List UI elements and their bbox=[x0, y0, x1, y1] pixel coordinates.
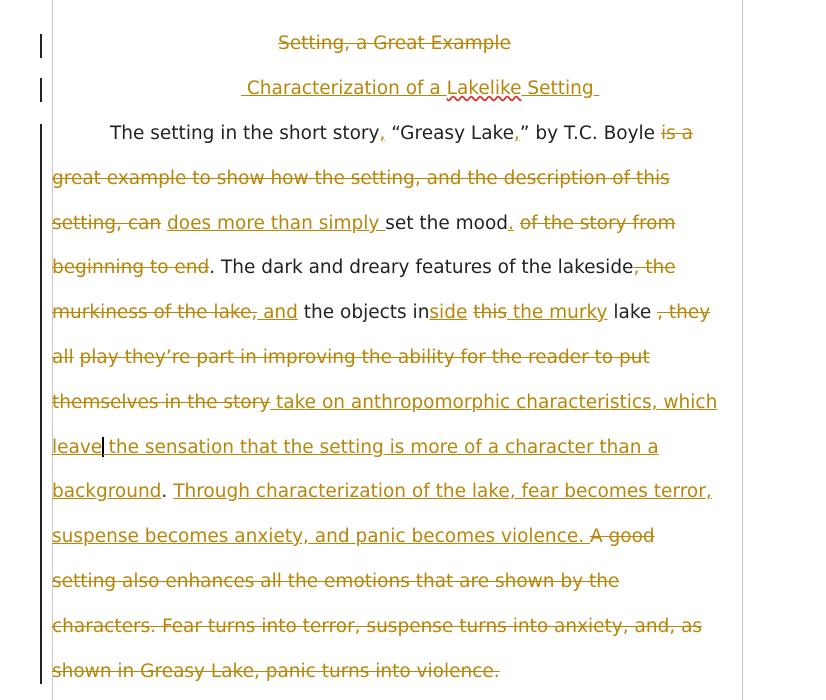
paragraph-line bbox=[52, 571, 619, 593]
paragraph-line bbox=[52, 481, 712, 503]
deleted-text: all bbox=[52, 347, 74, 368]
inserted-text: take on anthropomorphic characteristics, which bbox=[270, 392, 718, 413]
change-bar bbox=[40, 34, 42, 58]
deleted-text: A good bbox=[589, 526, 655, 547]
text-run: set the mood bbox=[385, 213, 509, 234]
paragraph-line bbox=[110, 123, 693, 145]
paragraph-line bbox=[52, 213, 675, 235]
deleted-text: , the bbox=[633, 257, 676, 278]
inserted-text: and bbox=[257, 302, 298, 323]
document-title-deleted bbox=[278, 33, 511, 55]
paragraph-line bbox=[52, 347, 650, 369]
inserted-text: leave bbox=[52, 437, 103, 458]
paragraph-line bbox=[52, 661, 500, 683]
deleted-text: this bbox=[473, 302, 507, 323]
deleted-text: beginning to end bbox=[52, 257, 210, 278]
page-right-border bbox=[742, 0, 743, 700]
inserted-text: suspense becomes anxiety, and panic becomes violence. bbox=[52, 526, 590, 547]
deleted-text: shown in Greasy Lake, panic turns into violence. bbox=[52, 661, 500, 682]
deleted-text: of the story from bbox=[519, 213, 676, 234]
inserted-text: . bbox=[508, 213, 514, 234]
inserted-text: side bbox=[429, 302, 468, 323]
deleted-text: , they bbox=[657, 302, 711, 323]
inserted-text: background bbox=[52, 481, 162, 502]
inserted-text: Through characterization of the lake, fear becomes terror, bbox=[173, 481, 712, 502]
inserted-text: the sensation that the setting is more of a character than a bbox=[102, 437, 659, 458]
text-run: the objects in bbox=[297, 302, 430, 323]
inserted-text: , bbox=[513, 123, 520, 144]
text-run: The setting in the short story bbox=[110, 123, 380, 144]
deleted-text: setting, can bbox=[52, 213, 162, 234]
deleted-text: play they’re part in improving the ability for the reader to put bbox=[79, 347, 650, 368]
deleted-text: Setting, a Great Example bbox=[278, 33, 511, 54]
inserted-text: Setting bbox=[521, 78, 600, 99]
text-run: ” by T.C. Boyle bbox=[519, 123, 661, 144]
document-title-inserted bbox=[241, 78, 599, 100]
paragraph-line bbox=[52, 168, 670, 190]
deleted-text: murkiness of the lake, bbox=[52, 302, 258, 323]
inserted-text: , bbox=[379, 123, 386, 144]
inserted-text: Lakelike bbox=[446, 78, 522, 99]
deleted-text: setting also enhances all the emotions that are shown by the bbox=[52, 571, 620, 592]
deleted-text: great example to show how the setting, and the description of this bbox=[52, 168, 670, 189]
paragraph-line bbox=[52, 302, 710, 324]
text-run: lake bbox=[607, 302, 658, 323]
change-bar bbox=[40, 78, 42, 102]
paragraph-line bbox=[52, 437, 659, 459]
paragraph-line bbox=[52, 526, 655, 548]
inserted-text: Characterization of a bbox=[241, 78, 447, 99]
paragraph-line bbox=[52, 392, 717, 414]
deleted-text: themselves in the story bbox=[52, 392, 271, 413]
inserted-text: the murky bbox=[506, 302, 608, 323]
inserted-text: does more than simply bbox=[167, 213, 386, 234]
change-bar bbox=[40, 124, 42, 684]
paragraph-line bbox=[52, 257, 676, 279]
paragraph-line bbox=[52, 616, 702, 638]
deleted-text: characters. Fear turns into terror, suspense turns into anxiety, and, as bbox=[52, 616, 703, 637]
text-run: “Greasy Lake bbox=[385, 123, 514, 144]
deleted-text: is a bbox=[660, 123, 693, 144]
text-run: . bbox=[161, 481, 174, 502]
text-run: . The dark and dreary features of the lakeside bbox=[209, 257, 634, 278]
